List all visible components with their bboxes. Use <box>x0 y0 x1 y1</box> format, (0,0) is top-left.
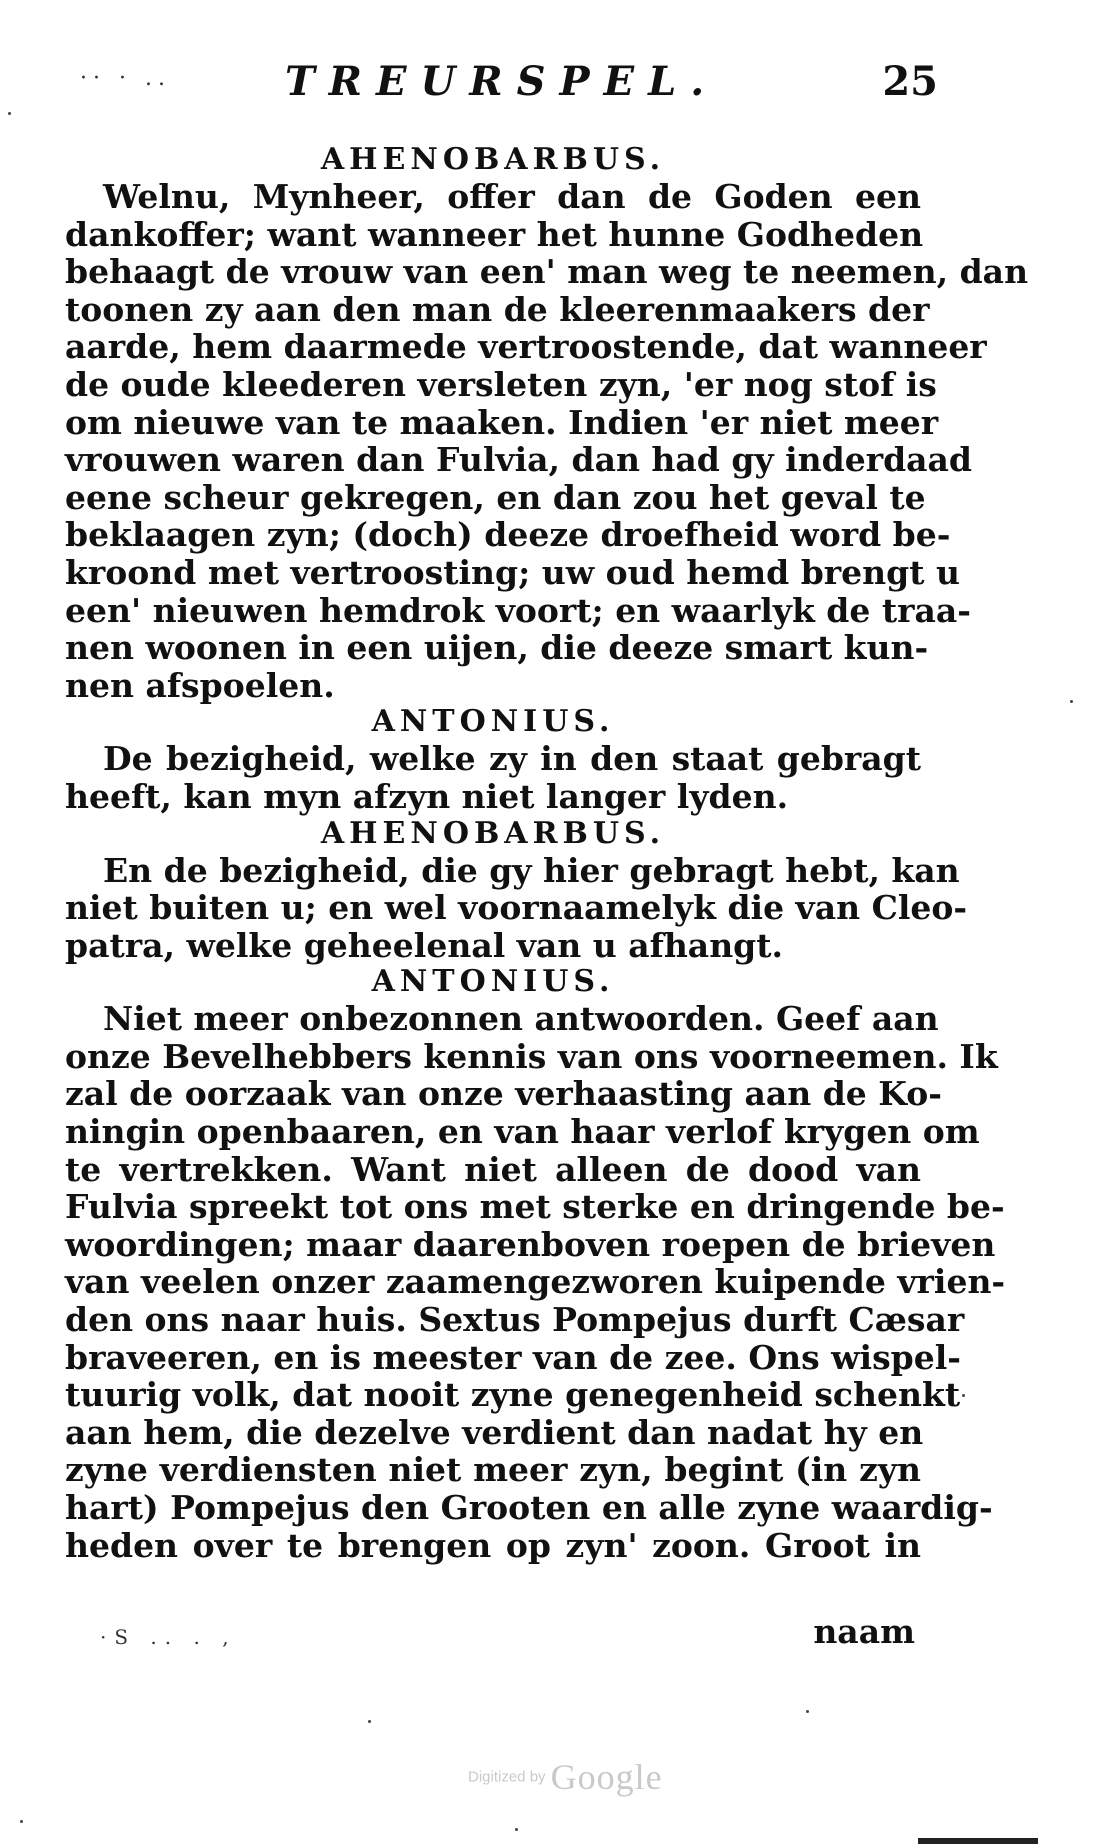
speaker-name: ANTONIUS. <box>371 964 615 1000</box>
signature-marks: ·S .. . , <box>100 1625 237 1649</box>
text-line: tuurig volk, dat nooit zyne genegenheid schenkt <box>65 1375 961 1415</box>
text-line: En de bezigheid, die gy hier gebragt hebt, kan <box>103 850 960 890</box>
text-line: aarde, hem daarmede vertroostende, dat wanneer <box>65 327 987 367</box>
text-line: te vertrekken. Want niet alleen de dood van <box>65 1149 921 1189</box>
speaker-name: AHENOBARBUS. <box>320 142 666 177</box>
text-line: den ons naar huis. Sextus Pompejus durft Cæsar <box>65 1300 965 1340</box>
watermark-prefix: Digitized by <box>468 1768 546 1786</box>
text-line: zyne verdiensten niet meer zyn, begint (in zyn <box>65 1450 921 1490</box>
play-text <box>65 142 1029 1565</box>
text-line: De bezigheid, welke zy in den staat gebragt <box>103 739 921 779</box>
digitization-watermark <box>468 1756 663 1798</box>
text-line: een' nieuwen hemdrok voort; en waarlyk de traa- <box>65 590 971 630</box>
page-header <box>70 58 938 108</box>
text-line: de oude kleederen versleten zyn, 'er nog stof is <box>65 364 937 404</box>
paper-speck <box>515 1828 518 1831</box>
text-line: heeft, kan myn afzyn niet langer lyden. <box>65 776 789 816</box>
text-line: aan hem, die dezelve verdient dan nadat hy en <box>65 1412 924 1452</box>
paper-speck <box>20 1820 23 1823</box>
text-line: zal de oorzaak van onze verhaasting aan de Ko- <box>65 1074 942 1114</box>
text-line: patra, welke geheelenal van u afhangt. <box>65 925 783 965</box>
text-line: woordingen; maar daarenboven roepen de brieven <box>65 1224 996 1264</box>
text-line: om nieuwe van te maaken. Indien 'er niet meer <box>65 402 939 442</box>
text-line: Niet meer onbezonnen antwoorden. Geef aan <box>103 999 939 1039</box>
text-line: toonen zy aan den man de kleerenmaakers der <box>65 289 930 329</box>
text-line: Fulvia spreekt tot ons met sterke en dringende be- <box>65 1187 1005 1227</box>
catchword: naam <box>813 1612 915 1651</box>
text-line: onze Bevelhebbers kennis van ons voorneemen. Ik <box>65 1036 998 1076</box>
google-logo: Google <box>550 1757 663 1797</box>
text-line: nen woonen in een uijen, die deeze smart kun- <box>65 628 929 668</box>
text-line: kroond met vertroosting; uw oud hemd brengt u <box>65 552 960 592</box>
text-line: hart) Pompejus den Grooten en alle zyne waardig- <box>65 1488 993 1527</box>
paper-speck <box>8 112 11 115</box>
text-line: dankoffer; want wanneer het hunne Godheden <box>65 214 924 254</box>
text-line: braveeren, en is meester van de zee. Ons wispel- <box>65 1337 961 1377</box>
speaker-name: ANTONIUS. <box>371 704 615 740</box>
text-line: Welnu, Mynheer, offer dan de Goden een <box>103 177 921 216</box>
paper-speck <box>368 1720 371 1723</box>
text-line: vrouwen waren dan Fulvia, dan had gy inderdaad <box>65 440 973 480</box>
bottom-edge-mark <box>918 1838 1038 1844</box>
text-line: van veelen onzer zaamengezworen kuipende vrien- <box>65 1262 1006 1302</box>
speaker-name: AHENOBARBUS. <box>320 815 666 851</box>
text-line: behaagt de vrouw van een' man weg te neemen, dan <box>65 252 1029 292</box>
paper-speck <box>962 1394 965 1397</box>
paper-speck <box>1070 700 1073 703</box>
page-number: 25 <box>882 58 938 105</box>
text-line: heden over te brengen op zyn' zoon. Groot in <box>65 1525 921 1565</box>
running-title: TREURSPEL. <box>285 58 719 105</box>
paper-speck <box>806 1710 809 1713</box>
text-line: beklaagen zyn; (doch) deeze droefheid word be- <box>65 515 951 555</box>
header-printer-marks: ·· · .. <box>80 66 171 91</box>
text-line: eene scheur gekregen, en dan zou het geval te <box>65 477 926 517</box>
text-line: ningin openbaaren, en van haar verlof krygen om <box>65 1112 980 1152</box>
text-line: nen afspoelen. <box>65 665 335 705</box>
text-line: niet buiten u; en wel voornaamelyk die van Cleo- <box>65 888 968 928</box>
